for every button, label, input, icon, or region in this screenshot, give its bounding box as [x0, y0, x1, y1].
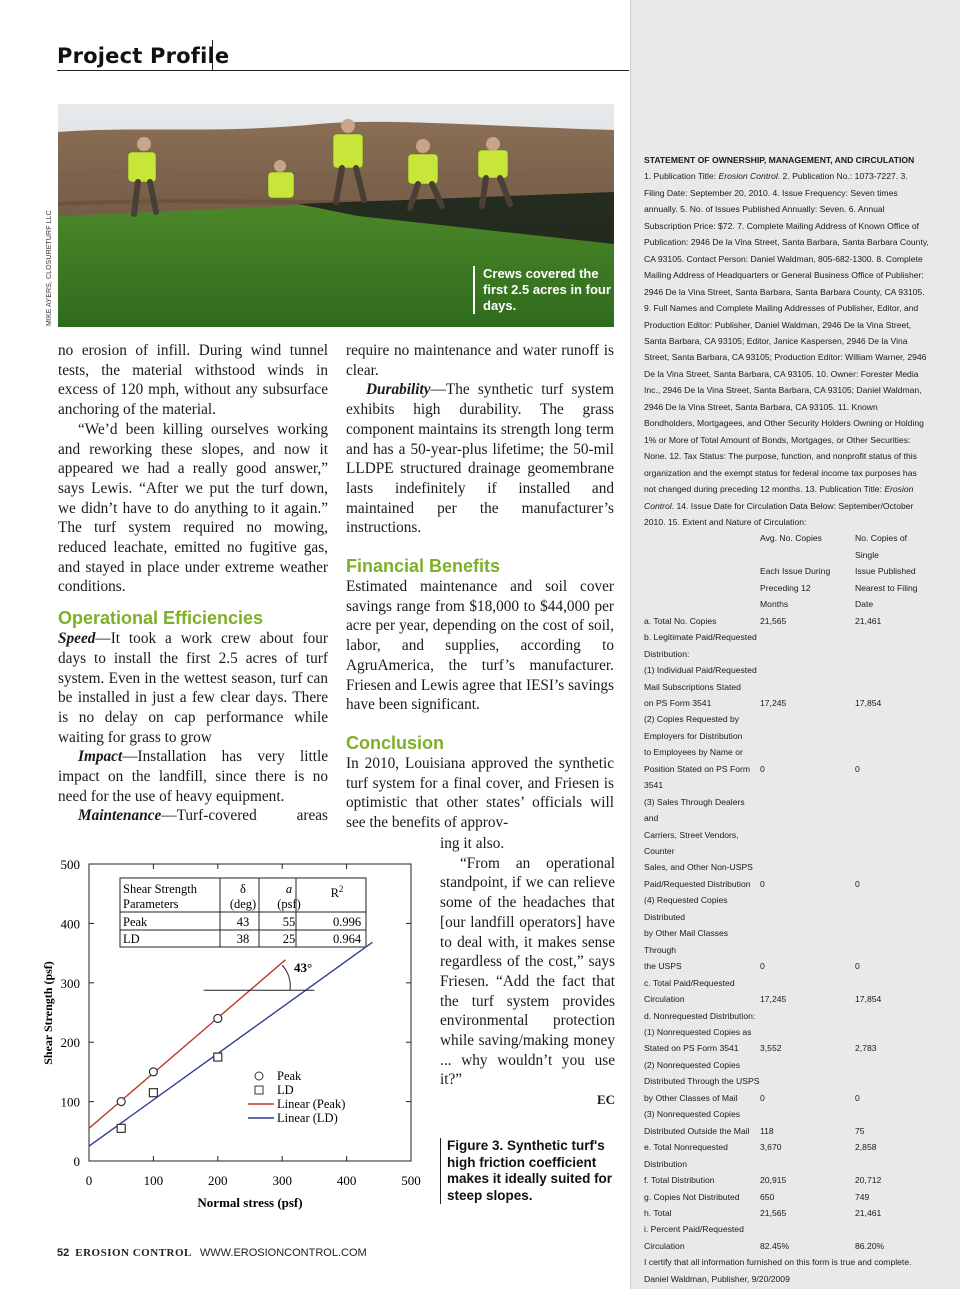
table-header-1b: Parameters	[123, 897, 179, 911]
table-cell-ld-a: 25	[282, 932, 296, 946]
statement-heading: STATEMENT OF OWNERSHIP, MANAGEMENT, AND CIRCULATION	[644, 155, 915, 165]
header-single: Date	[855, 599, 874, 610]
circulation-row	[644, 1008, 930, 1024]
row-avg-value	[760, 1073, 855, 1089]
row-single-value: 17,854	[855, 697, 882, 708]
statement-body	[644, 168, 930, 530]
row-label: c. Total Paid/Requested	[644, 977, 735, 988]
paragraph: In 2010, Louisiana approved the synthetic turf system for a final cover, and Friesen is optimistic that other states’ officials will see the benefits of approv-	[346, 754, 614, 832]
circulation-row	[644, 613, 930, 629]
circulation-row	[644, 794, 930, 827]
row-single-value: 0	[855, 763, 860, 774]
table-cell-peak-name: Peak	[123, 915, 148, 929]
row-single-value	[855, 679, 930, 695]
r-symbol: R	[330, 886, 339, 900]
header-single: No. Copies of Single	[855, 533, 908, 560]
circulation-row	[644, 679, 930, 695]
photo-credit: MIKE AYERS, CLOSURETURF LLC	[46, 210, 53, 326]
header-spacer	[644, 596, 760, 612]
statement-text: . 14. Issue Date for Circulation Data Below: September/October 2010. 15. Extent and Nature of Circulation:	[644, 500, 914, 527]
header-rule	[57, 70, 629, 71]
row-single-value	[855, 744, 930, 760]
row-avg-value	[760, 646, 855, 662]
paragraph	[58, 747, 328, 806]
impact-text: —Installation has very little impact on the landfill, since there is no need for the use of heavy equipment.	[58, 748, 328, 805]
end-mark: EC	[596, 1092, 615, 1108]
angle-arc	[282, 965, 290, 990]
x-tick-label: 100	[143, 1173, 164, 1188]
circulation-row	[644, 711, 930, 727]
paragraph: require no maintenance and water runoff is clear.	[346, 342, 614, 379]
row-avg-value	[760, 744, 855, 760]
row-single-value: 86.20%	[855, 1240, 885, 1251]
row-avg-value	[760, 1008, 855, 1024]
heading-conclusion: Conclusion	[346, 732, 444, 753]
website-link[interactable]: WWW.EROSIONCONTROL.COM	[199, 1247, 367, 1259]
row-label: Employers for Distribution	[644, 730, 743, 741]
row-single-value	[855, 662, 930, 678]
row-avg-value: 0	[760, 763, 765, 774]
y-tick-label: 300	[60, 975, 80, 991]
table-header-3: a	[285, 882, 293, 896]
row-avg-value	[760, 1057, 855, 1073]
circulation-row	[644, 1040, 930, 1056]
y-tick-label: 100	[60, 1094, 80, 1110]
row-avg-value	[760, 662, 855, 678]
article-column-3	[440, 834, 615, 1110]
statement-title-italic: Erosion Control	[718, 171, 778, 182]
angle-label: 43°	[294, 960, 313, 975]
circulation-header-row	[644, 580, 930, 596]
heading-operational-efficiencies: Operational Efficiencies	[58, 608, 264, 629]
y-tick-label: 0	[73, 1154, 80, 1169]
row-label: Circulation	[644, 994, 685, 1005]
page-footer	[57, 1247, 367, 1259]
row-label: Distributed Through the USPS	[644, 1076, 760, 1087]
row-label: Paid/Requested Distribution	[644, 878, 751, 889]
x-tick-label: 500	[401, 1173, 421, 1188]
article-column-1	[58, 341, 328, 826]
y-tick-label: 500	[60, 857, 80, 872]
row-avg-value: 3,552	[760, 1043, 782, 1054]
row-single-value	[855, 728, 930, 744]
row-single-value: 0	[855, 878, 860, 889]
runin-maintenance: Maintenance	[78, 807, 162, 825]
row-label: Stated on PS Form 3541	[644, 1043, 739, 1054]
row-single-value: 2,858	[855, 1142, 877, 1153]
parameter-table	[120, 878, 366, 947]
row-avg-value: 17,245	[760, 697, 787, 708]
row-single-value	[855, 1106, 930, 1122]
row-label: i. Percent Paid/Requested	[644, 1224, 744, 1235]
row-single-value	[855, 1073, 930, 1089]
legend-marker-peak	[255, 1072, 263, 1080]
row-single-value	[855, 629, 930, 645]
row-single-value	[855, 794, 930, 827]
row-label: (2) Copies Requested by	[644, 714, 740, 725]
circulation-row	[644, 629, 930, 645]
row-avg-value	[760, 1221, 855, 1237]
row-avg-value	[760, 679, 855, 695]
row-single-value: 0	[855, 1092, 860, 1103]
row-avg-value	[760, 925, 855, 958]
runin-durability: Durability	[366, 381, 431, 399]
row-single-value	[855, 711, 930, 727]
header-avg: Months	[760, 599, 789, 610]
legend-label-linear-ld: Linear (LD)	[277, 1111, 338, 1125]
legend-marker-ld	[255, 1086, 263, 1094]
y-tick-label: 200	[60, 1035, 80, 1051]
row-single-value: 21,461	[855, 615, 882, 626]
header-spacer	[644, 530, 760, 563]
heading-financial-benefits: Financial Benefits	[346, 556, 501, 577]
row-single-value	[855, 925, 930, 958]
row-label: the USPS	[644, 961, 682, 972]
circulation-row	[644, 646, 930, 662]
circulation-row	[644, 1123, 930, 1139]
row-single-value: 20,712	[855, 1175, 882, 1186]
r-superscript: 2	[338, 884, 344, 894]
maintenance-text: —Turf-covered areas	[161, 807, 328, 825]
table-header-1: Shear Strength	[123, 882, 197, 896]
row-label: Distribution:	[644, 648, 690, 659]
row-label: (4) Requested Copies Distributed	[644, 895, 728, 922]
x-tick-label: 300	[272, 1173, 292, 1188]
x-tick-label: 400	[336, 1173, 357, 1188]
statement-title-italic: Erosion Control	[644, 484, 914, 511]
table-cell-ld-name: LD	[123, 932, 140, 946]
legend-label-ld: LD	[277, 1083, 294, 1097]
row-single-value	[855, 975, 930, 991]
circulation-row	[644, 1024, 930, 1040]
row-label: to Employees by Name or	[644, 747, 743, 758]
circulation-row	[644, 761, 930, 794]
y-axis-label: Shear Strength (psf)	[41, 961, 55, 1065]
paragraph	[346, 380, 614, 538]
data-point-peak	[117, 1098, 125, 1106]
circulation-row	[644, 1221, 930, 1237]
row-label: d. Nonrequested Distribution:	[644, 1010, 756, 1021]
paragraph: ing it also.	[440, 835, 505, 852]
row-label: Position Stated on PS Form 3541	[644, 763, 751, 791]
row-avg-value	[760, 892, 855, 925]
row-avg-value	[760, 1024, 855, 1040]
data-point-ld	[117, 1124, 125, 1132]
row-label: g. Copies Not Distributed	[644, 1191, 740, 1202]
row-avg-value: 17,245	[760, 994, 787, 1005]
section-title: Project Profile	[57, 44, 230, 68]
row-label: Circulation	[644, 1240, 685, 1251]
row-label: f. Total Distribution	[644, 1175, 715, 1186]
figure-caption: Figure 3. Synthetic turf's high friction coefficient makes it ideally suited for steep slopes.	[440, 1138, 627, 1204]
row-label: Mail Subscriptions Stated	[644, 681, 741, 692]
paragraph	[58, 629, 328, 747]
circulation-row	[644, 1057, 930, 1073]
row-avg-value	[760, 728, 855, 744]
runin-impact: Impact	[78, 748, 123, 766]
table-header-3b: (psf)	[277, 897, 301, 911]
row-label: a. Total No. Copies	[644, 615, 717, 626]
row-label: (1) Individual Paid/Requested	[644, 665, 757, 676]
circulation-row	[644, 695, 930, 711]
row-label: h. Total	[644, 1208, 672, 1218]
runin-speed: Speed	[58, 630, 96, 648]
paragraph: “We’d been killing ourselves working and reworking these slopes, and now it appeared we had a really good answer,” says Lewis. “After we put the turf down, we didn’t have to do anything to it again.” The turf system required no mowing, reduced leachate, emitted no fugitive gas, and stayed in place under extreme weather conditions.	[58, 420, 328, 596]
row-avg-value	[760, 1106, 855, 1122]
circulation-row	[644, 1139, 930, 1172]
certification: I certify that all information furnished on this form is true and complete.	[644, 1257, 912, 1268]
table-cell-ld-r2: 0.964	[332, 932, 362, 946]
paragraph: Estimated maintenance and soil cover savings range from $18,000 to $44,000 per acre per year, depending on the cost of soil, labor, and supplies, according to AgruAmerica, the turf’s manufacturer. Friesen and Lewis agree that IESI’s savings have been significant.	[346, 578, 614, 714]
table-header-2: δ	[240, 882, 246, 896]
row-label: b. Legitimate Paid/Requested	[644, 632, 757, 643]
row-single-value: 17,854	[855, 994, 882, 1005]
row-label: (1) Nonrequested Copies as	[644, 1027, 752, 1038]
row-avg-value: 82.45%	[760, 1240, 790, 1251]
row-avg-value: 0	[760, 878, 765, 889]
header-divider	[212, 40, 213, 71]
row-single-value: 21,461	[855, 1208, 882, 1218]
circulation-row	[644, 925, 930, 958]
data-point-ld	[149, 1089, 157, 1097]
row-avg-value	[760, 794, 855, 827]
row-label: on PS Form 3541	[644, 697, 712, 708]
row-avg-value	[760, 859, 855, 875]
row-single-value	[855, 1008, 930, 1024]
x-axis-label: Normal stress (psf)	[197, 1195, 303, 1210]
row-label: (3) Nonrequested Copies	[644, 1109, 741, 1120]
row-single-value	[855, 646, 930, 662]
statement-text: 1. Publication Title:	[644, 171, 719, 182]
page-number: 52	[57, 1247, 70, 1259]
circulation-column-headers	[644, 530, 930, 612]
circulation-header-row	[644, 530, 930, 563]
row-avg-value: 3,670	[760, 1142, 782, 1153]
row-single-value: 749	[855, 1191, 870, 1202]
circulation-row	[644, 876, 930, 892]
row-label: e. Total Nonrequested Distribution	[644, 1142, 728, 1169]
circulation-row	[644, 892, 930, 925]
circulation-row	[644, 1090, 930, 1106]
header-single: Issue Published	[855, 566, 916, 577]
data-point-ld	[214, 1053, 222, 1061]
article-column-2	[346, 341, 614, 833]
row-avg-value	[760, 711, 855, 727]
circulation-row	[644, 1106, 930, 1122]
circulation-row	[644, 1205, 930, 1221]
table-header-2b: (deg)	[229, 897, 257, 911]
paragraph	[58, 806, 328, 826]
circulation-row	[644, 1238, 930, 1254]
row-label: by Other Classes of Mail	[644, 1092, 738, 1103]
row-avg-value	[760, 975, 855, 991]
row-single-value: 2,783	[855, 1043, 877, 1054]
row-label: Sales, and Other Non-USPS	[644, 862, 753, 873]
row-single-value	[855, 1024, 930, 1040]
row-single-value	[855, 892, 930, 925]
table-cell-peak-r2: 0.996	[332, 915, 362, 929]
x-tick-label: 200	[208, 1173, 228, 1188]
row-single-value: 0	[855, 961, 860, 972]
row-avg-value	[760, 629, 855, 645]
table-cell-peak-a: 55	[282, 915, 296, 929]
durability-text: —The synthetic turf system exhibits high durability. The grass component maintains its strength long term and has a 50-year-plus lifetime; the 50-mil LLDPE structured drainage geomembrane lasts indefinitely if installed and maintained per the manufacturer’s instructions.	[346, 381, 614, 537]
magazine-name: EROSION CONTROL	[75, 1247, 192, 1259]
circulation-row	[644, 1073, 930, 1089]
row-avg-value	[760, 827, 855, 860]
row-label: Carriers, Street Vendors, Counter	[644, 829, 739, 857]
row-single-value	[855, 1057, 930, 1073]
data-point-peak	[149, 1068, 157, 1076]
circulation-row	[644, 958, 930, 974]
circulation-row	[644, 827, 930, 860]
row-single-value: 75	[855, 1125, 865, 1136]
circulation-table	[644, 613, 930, 1255]
row-label: by Other Mail Classes Through	[644, 928, 729, 955]
data-point-peak	[214, 1014, 222, 1022]
header-spacer	[644, 563, 760, 579]
y-tick-label: 400	[60, 916, 80, 932]
row-avg-value: 118	[760, 1125, 774, 1136]
row-single-value	[855, 827, 930, 860]
row-avg-value: 0	[760, 1092, 765, 1103]
circulation-row	[644, 991, 930, 1007]
row-avg-value: 650	[760, 1191, 775, 1202]
statement-text: . 2. Publication No.: 1073-7227. 3. Filing Date: September 20, 2010. 4. Issue Frequency: Seven times annually. 5. No. of Issues Published Annually: Seven. 6. Annual Subscription Price: $72. 7. Complete Mailing Address of Known Office of Publication: 2946 De la Vina Street, Santa Barbara, Santa Barbara County, CA 93105. Contact Person: Daniel Waldman, 805-682-1300. 8. Complete Mailing Address of Headquarters or General Business Office of Publisher: 2946 De la Vina Street, Santa Barbara, Santa Barbara County, CA 93105. 9. Full Names and Complete Mailing Addresses of Publisher, Editor, and Production Editor: Publisher, Daniel Waldman, 2946 De la Vina Street, Santa Barbara, CA 93105; Editor, Janice Kaspersen, 2946 De la Vina Street, Santa Barbara, CA 93105; Production Editor: William Warner, 2946 De la Vina Street, Santa Barbara, CA 93105. 10. Owner: Forester Media Inc., 2946 De la Vina Street, Santa Barbara, CA 93105; Daniel Waldman, 2946 De la Vina Street, Santa Barbara, CA 93105. 11. Known Bondholders, Mortgagees, and Other Security Holders Owning or Holding 1% or More of Total Amount of Bonds, Mortgages, or Other Securities: None. 12. Tax Status: The purpose, function, and nonprofit status of this organization and the exempt status for federal income tax purposes has not changed during preceding 12 months. 13. Publication Title:	[644, 171, 929, 495]
circulation-header-row	[644, 563, 930, 579]
header-single: Nearest to Filing	[855, 582, 918, 593]
ownership-statement	[644, 152, 930, 1287]
circulation-row	[644, 1172, 930, 1188]
speed-text: —It took a work crew about four days to install the first 2.5 acres of turf system. Even in the wettest season, turf can be installed in just a few clear days. There is no delay on cap performance while waiting for grass to grow	[58, 630, 328, 746]
row-label: (2) Nonrequested Copies	[644, 1059, 741, 1070]
circulation-row	[644, 662, 930, 678]
row-avg-value: 0	[760, 961, 765, 972]
table-cell-peak-delta: 43	[236, 915, 250, 929]
row-label: Distributed Outside the Mail	[644, 1125, 750, 1136]
circulation-row	[644, 975, 930, 991]
header-avg: Avg. No. Copies	[760, 533, 822, 544]
paragraph: “From an operational standpoint, if we can relieve some of the headaches that [our landfill operators] have to deal with, it makes sense regardless of the cost,” says Friesen. “Add the fact that the turf system provides environmental protection while saving/making money ... why wouldn’t you use it?”	[440, 854, 615, 1089]
shear-strength-chart	[40, 850, 430, 1220]
header-avg: Preceding 12	[760, 582, 811, 593]
chart-legend	[248, 1069, 345, 1125]
circulation-header-row	[644, 596, 930, 612]
circulation-row	[644, 744, 930, 760]
row-avg-value: 20,915	[760, 1175, 787, 1186]
circulation-row	[644, 1189, 930, 1205]
header-avg: Each Issue During	[760, 566, 831, 577]
table-cell-ld-delta: 38	[236, 932, 250, 946]
signature: Daniel Waldman, Publisher, 9/20/2009	[644, 1273, 790, 1284]
row-avg-value: 21,565	[760, 615, 787, 626]
paragraph: no erosion of infill. During wind tunnel tests, the material withstood winds in excess of 120 mph, without any subsurface anchoring of the material.	[58, 342, 328, 419]
header-spacer	[644, 580, 760, 596]
row-single-value	[855, 859, 930, 875]
x-tick-label: 0	[85, 1173, 93, 1188]
row-single-value	[855, 1221, 930, 1237]
row-avg-value: 21,565	[760, 1208, 787, 1218]
photo-caption: Crews covered the first 2.5 acres in four days.	[473, 266, 619, 314]
legend-label-linear-peak: Linear (Peak)	[277, 1097, 346, 1111]
circulation-row	[644, 859, 930, 875]
row-label: (3) Sales Through Dealers and	[644, 796, 745, 824]
legend-label-peak: Peak	[277, 1069, 302, 1083]
circulation-row	[644, 728, 930, 744]
